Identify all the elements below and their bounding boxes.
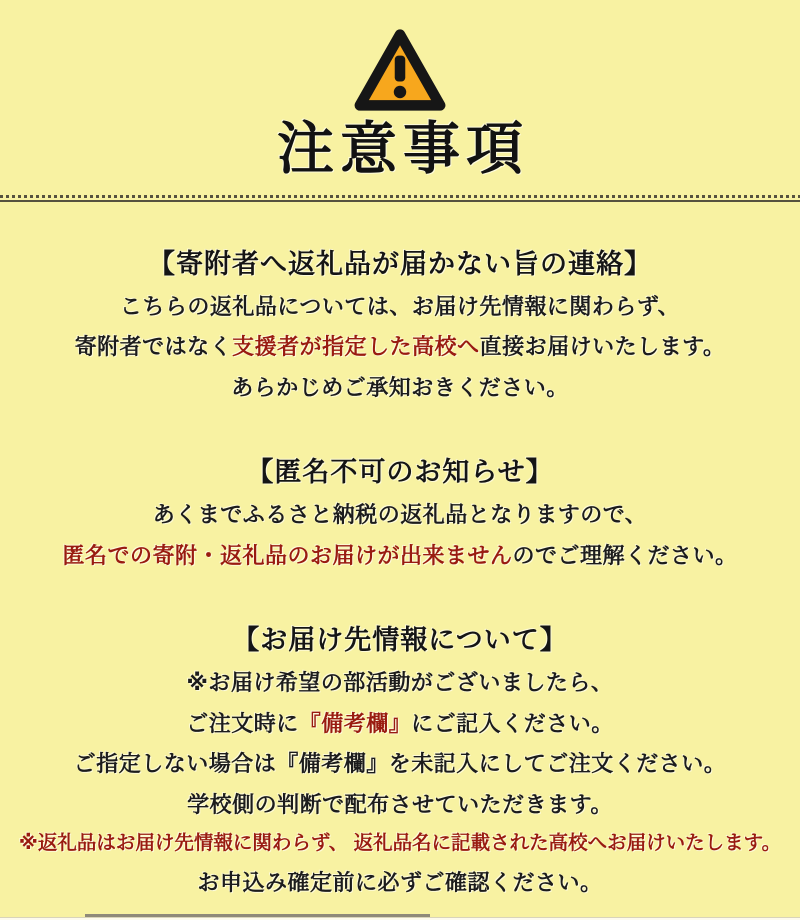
body-text: ご指定しない場合は『備考欄』を未記入にしてご注文ください。: [73, 751, 727, 777]
text-line: [0, 792, 800, 818]
section-heading: 【お届け先情報について】: [232, 625, 568, 656]
warning-triangle-icon: [352, 26, 448, 114]
dashed-divider: [0, 195, 800, 202]
sections: [0, 202, 800, 896]
flyer-header: [0, 0, 800, 182]
body-text: 寄附者ではなく: [74, 334, 233, 360]
body-text: にご記入ください。: [411, 710, 614, 736]
body-text: ご注文時に: [186, 710, 299, 736]
highlight-red-text: 匿名での寄附・返礼品のお届けが出来ません: [62, 542, 513, 568]
notice-section: [0, 618, 800, 895]
notice-section: [0, 242, 800, 401]
body-text: あらかじめご承知おきください。: [231, 374, 569, 400]
body-text: お申込み確定前に必ずご確認ください。: [197, 870, 603, 896]
notice-section: [0, 450, 800, 568]
text-line: [0, 375, 800, 401]
body-text: 学校側の判断で配布させていただきます。: [187, 791, 613, 817]
body-text: こちらの返礼品については、お届け先情報に関わらず、: [119, 293, 681, 319]
body-text: 直接お届けいたします。: [479, 334, 726, 360]
text-line: [0, 751, 800, 777]
text-line: [0, 502, 800, 528]
body-text: ※お届け希望の部活動がございましたら、: [186, 670, 614, 696]
highlight-red-text: 支援者が指定した高校へ: [232, 334, 480, 360]
body-text: あくまでふるさと納税の返礼品となりますので、: [152, 502, 648, 528]
text-line: [0, 870, 800, 896]
text-line: [0, 711, 800, 737]
text-line: [0, 334, 800, 360]
body-text: のでご理解ください。: [512, 542, 738, 568]
highlight-red-text: 『備考欄』: [298, 710, 412, 736]
text-line: [0, 670, 800, 696]
page-title: 注意事項: [277, 117, 529, 181]
text-line: [0, 294, 800, 320]
text-line: [0, 543, 800, 569]
section-heading: 【匿名不可のお知らせ】: [246, 457, 554, 488]
section-heading: 【寄附者へ返礼品が届かない旨の連絡】: [148, 248, 652, 279]
highlight-red-text: ※返礼品はお届け先情報に関わらず、 返礼品名に記載された高校へお届けいたします。: [18, 832, 782, 855]
text-line: [0, 832, 800, 855]
